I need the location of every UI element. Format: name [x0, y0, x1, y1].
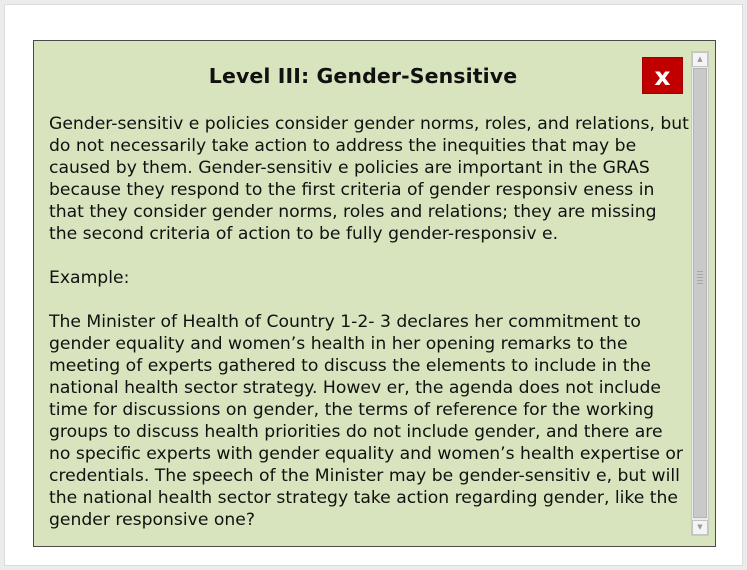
grip-line-icon	[697, 274, 703, 275]
example-heading: Example:	[49, 268, 130, 288]
dialog-content	[49, 113, 689, 547]
page-frame	[4, 4, 743, 566]
close-button[interactable]: x	[642, 57, 683, 94]
grip-line-icon	[697, 283, 703, 284]
example-paragraph: The Minister of Health of Country 1-2- 3 declares her commitment to gender equality and women’s health in her opening remarks to the meeting of experts gathered to discuss the elements to include in the national health sector strategy. Howev er, the agenda does not include time for discussions on gender, the terms of reference for the working groups to discuss health priorities do not include gender, and there are no specific experts with gender equality and women’s health expertise or credentials. The speech of the Minister may be gender-sensitiv e, but will the national health sector strategy take action regarding gender, like the gender responsive one?	[49, 312, 683, 530]
arrow-down-icon: ▼	[697, 523, 703, 531]
arrow-up-icon: ▲	[697, 55, 703, 63]
grip-line-icon	[697, 277, 703, 278]
info-dialog	[33, 40, 716, 547]
definition-paragraph: Gender-sensitiv e policies consider gender norms, roles, and relations, but do not necessarily take action to address the inequities that may be caused by them. Gender-sensitiv e policies are important in the GRAS because they respond to the first criteria of gender responsiv eness in that they consider gender norms, roles and relations; they are missing the second criteria of action to be fully gender-responsiv e.	[49, 114, 689, 244]
scroll-down-button[interactable]	[692, 520, 708, 535]
dialog-title: Level III: Gender-Sensitive	[208, 64, 518, 88]
grip-line-icon	[697, 271, 703, 272]
scroll-up-button[interactable]	[692, 52, 708, 67]
grip-line-icon	[697, 280, 703, 281]
scroll-thumb[interactable]	[693, 68, 707, 518]
vertical-scrollbar[interactable]	[691, 51, 709, 536]
